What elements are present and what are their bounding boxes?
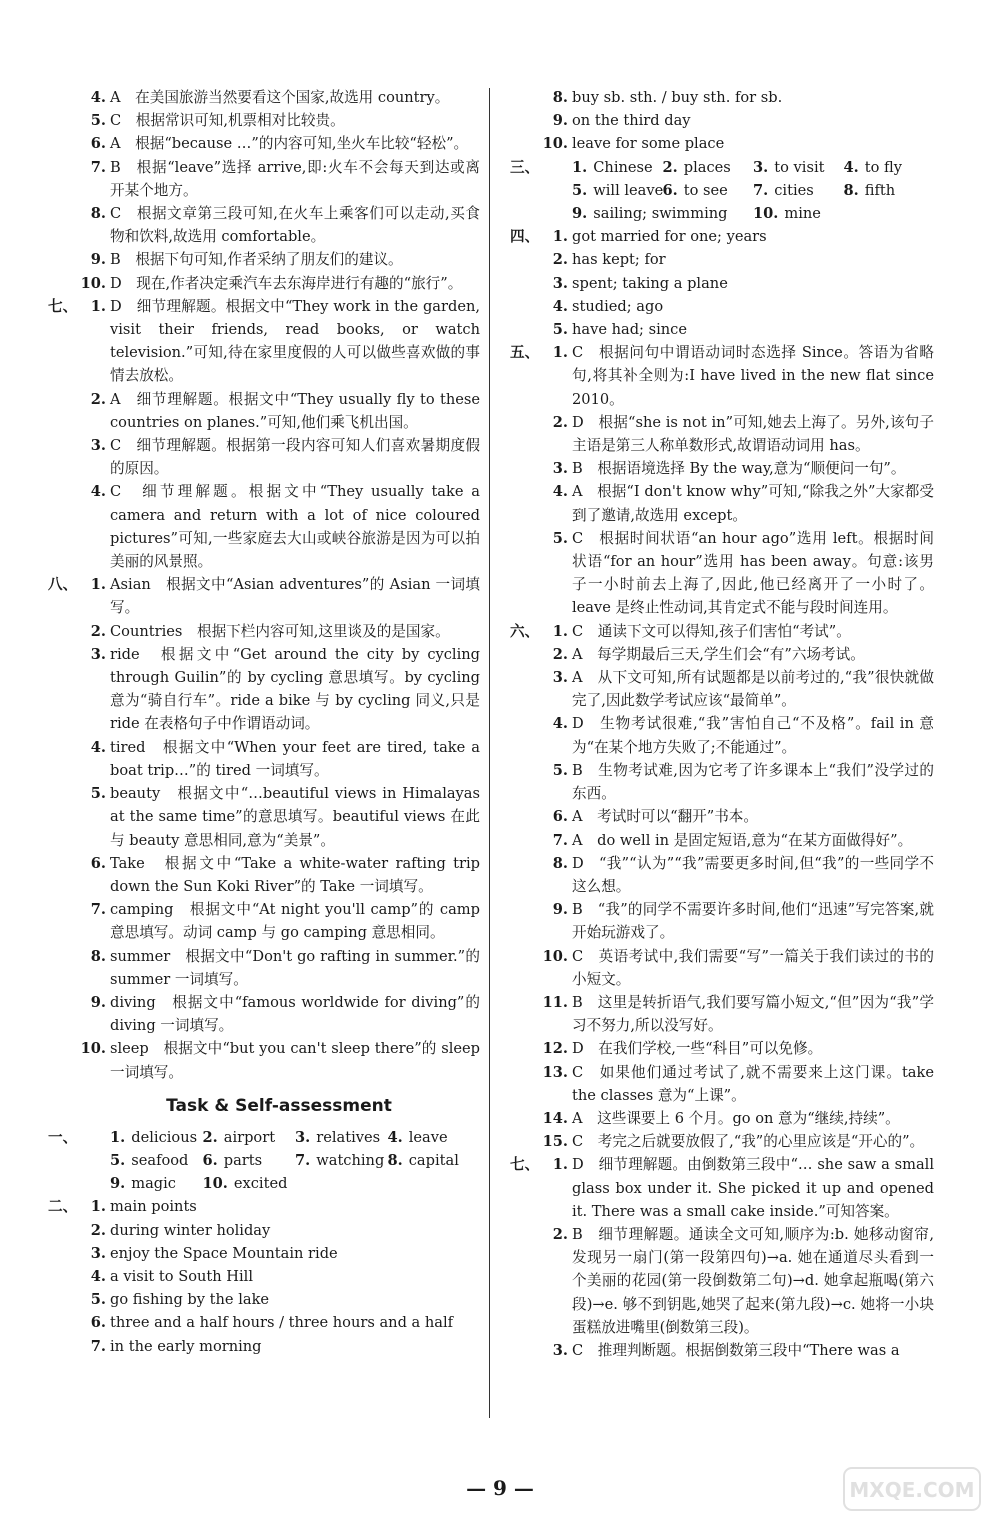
item-number: 6. (662, 181, 678, 199)
answer-row (48, 202, 480, 248)
answer-text: C 细节理解题。根据第一段内容可知人们喜欢暑期度假的原因。 (110, 437, 480, 478)
answer-row (510, 527, 934, 620)
item-number: 5. (552, 529, 568, 547)
word-answer (572, 179, 663, 202)
item-number: 8. (552, 854, 568, 872)
answer-row (48, 1242, 480, 1265)
item-number: 7. (90, 158, 106, 176)
answer-text: D 细节理解题。根据文中“They work in the garden, visit their friends, read books, or watch television.”可知,待在家里度假的人可以做些喜欢做的事情去放松。 (110, 297, 480, 385)
svg-text:MXQE.COM: MXQE.COM (849, 1478, 975, 1502)
item-number: 1. (110, 1128, 126, 1146)
word-grid (572, 156, 934, 226)
answer-text: C 细节理解题。根据文中“They usually take a camera and return with a lot of nice coloured pictures”可知,一些家庭去大山或峡谷旅游是因为可以拍美丽的风景照。 (110, 483, 480, 571)
item-number: 6. (90, 854, 106, 872)
item-number: 4. (90, 1267, 106, 1285)
answer-row (510, 1223, 934, 1339)
answer-text: got married for one; years (572, 228, 767, 246)
answer-row (510, 411, 934, 457)
section-marker: 三、 (510, 158, 540, 176)
answer-row (510, 1107, 934, 1130)
item-number: 1. (90, 297, 106, 315)
answer-row (48, 898, 480, 944)
answer-text: A 从下文可知,所有试题都是以前考过的,“我”很快就做完了,因此数学考试应该“最简单”。 (572, 669, 934, 710)
answer-row (48, 156, 480, 202)
answer-list (48, 86, 480, 1084)
item-number: 2. (552, 413, 568, 431)
answer-row (510, 898, 934, 944)
answer-word: relatives (316, 1128, 381, 1146)
item-number: 6. (90, 135, 106, 153)
answer-text: in the early morning (110, 1337, 262, 1355)
answer-row (48, 1195, 480, 1218)
item-number: 1. (552, 622, 568, 640)
item-number: 8. (843, 181, 859, 199)
item-number: 4. (843, 158, 859, 176)
answer-row (48, 1335, 480, 1358)
answer-row (510, 341, 934, 411)
word-answer (295, 1149, 388, 1172)
answer-row (48, 1288, 480, 1311)
item-number: 9. (90, 993, 106, 1011)
answer-row (48, 573, 480, 619)
section-marker: 二、 (48, 1198, 78, 1216)
answer-row (48, 86, 480, 109)
item-number: 9. (110, 1175, 126, 1193)
item-number: 6. (202, 1151, 218, 1169)
word-answer (388, 1126, 481, 1149)
answer-row (510, 1061, 934, 1107)
item-number: 2. (552, 1225, 568, 1243)
answer-text: D 在我们学校,一些“科目”可以免修。 (572, 1040, 823, 1058)
answer-word: to see (683, 181, 728, 199)
answer-text: camping 根据文中“At night you'll camp”的 camp 意思填写。动词 camp 与 go camping 意思相同。 (110, 901, 480, 942)
item-number: 3. (552, 274, 568, 292)
answer-row (510, 1339, 934, 1362)
answer-text: D “我”“认为”“我”需要更多时间,但“我”的一些同学不这么想。 (572, 854, 934, 895)
item-number: 4. (552, 483, 568, 501)
item-number: 3. (90, 1244, 106, 1262)
item-number: 2. (552, 251, 568, 269)
word-answer (110, 1126, 203, 1149)
answer-row (510, 620, 934, 643)
item-number: 9. (552, 901, 568, 919)
answer-word: Chinese (593, 158, 653, 176)
answer-row (510, 86, 934, 109)
answer-word: sailing; swimming (593, 205, 728, 223)
item-number: 5. (552, 761, 568, 779)
item-number: 1. (552, 228, 568, 246)
item-number: 8. (90, 205, 106, 223)
answer-text: main points (110, 1198, 197, 1216)
item-number: 1. (90, 1198, 106, 1216)
answer-text: B “我”的同学不需要许多时间,他们“迅速”写完答案,就开始玩游戏了。 (572, 901, 934, 942)
answer-row (48, 388, 480, 434)
answer-row (48, 132, 480, 155)
answer-text: D 细节理解题。由倒数第三段中“… she saw a small glass box under it. She picked it up and opened it. There was a small cake inside.”可知答案。 (572, 1156, 934, 1220)
answer-text: sleep 根据文中“but you can't sleep there”的 sleep 一词填写。 (110, 1040, 480, 1081)
answer-text: during winter holiday (110, 1221, 271, 1239)
answer-word: parts (223, 1151, 263, 1169)
item-number: 7. (90, 901, 106, 919)
item-number: 2. (552, 645, 568, 663)
word-answer (753, 202, 844, 225)
answer-text: B 根据“leave”选择 arrive,即:火车不会每天到达或离开某个地方。 (110, 158, 480, 199)
item-number: 10. (542, 135, 568, 153)
section-marker: 八、 (48, 576, 78, 594)
word-answer (203, 1126, 296, 1149)
section-marker: 一、 (48, 1128, 78, 1146)
answer-text: diving 根据文中“famous worldwide for diving”的 diving 一词填写。 (110, 993, 480, 1035)
answer-word: leave (408, 1128, 448, 1146)
answer-row (510, 248, 934, 271)
answer-text: A 每学期最后三天,学生们会“有”六场考试。 (572, 645, 865, 663)
answer-text: Countries 根据下栏内容可知,这里谈及的是国家。 (110, 622, 450, 640)
answer-text: summer 根据文中“Don't go rafting in summer.”的 summer 一词填写。 (110, 947, 480, 988)
answer-text: C 英语考试中,我们需要“写”一篇关于我们读过的书的小短文。 (572, 947, 934, 988)
answer-row (510, 457, 934, 480)
answer-row (48, 272, 480, 295)
answer-text: go fishing by the lake (110, 1291, 270, 1309)
answer-row (48, 643, 480, 736)
answer-row (48, 109, 480, 132)
answer-text: three and a half hours / three hours and a half (110, 1314, 454, 1332)
item-number: 6. (90, 1314, 106, 1332)
answer-word: cities (774, 181, 814, 199)
answer-text: enjoy the Space Mountain ride (110, 1244, 338, 1262)
answer-row (48, 852, 480, 898)
answer-word: to fly (864, 158, 903, 176)
item-number: 6. (552, 808, 568, 826)
answer-row (48, 620, 480, 643)
answer-text: B 这里是转折语气,我们要写篇小短文,“但”因为“我”学习不努力,所以没写好。 (572, 993, 934, 1035)
answer-text: C 推理判断题。根据倒数第三段中“There was a (572, 1341, 900, 1359)
word-answer (663, 156, 754, 179)
answer-list (510, 225, 934, 1362)
answer-text: C 根据文章第三段可知,在火车上乘客们可以走动,买食物和饮料,故选用 comfortable。 (110, 205, 480, 246)
answer-row (48, 248, 480, 271)
answer-row (510, 991, 934, 1037)
word-answer (753, 179, 844, 202)
answer-text: spent; taking a plane (572, 274, 728, 292)
answer-row (510, 1153, 934, 1223)
answer-word: to visit (774, 158, 825, 176)
item-number: 9. (90, 251, 106, 269)
item-number: 1. (552, 344, 568, 362)
answer-text: D 现在,作者决定乘汽车去东海岸进行有趣的“旅行”。 (110, 274, 463, 292)
item-number: 9. (572, 205, 588, 223)
word-answer (753, 156, 844, 179)
item-number: 7. (295, 1151, 311, 1169)
answer-text: studied; ago (572, 297, 664, 315)
item-number: 5. (110, 1151, 126, 1169)
item-number: 9. (552, 112, 568, 130)
answer-row (510, 480, 934, 526)
answer-word: seafood (131, 1151, 189, 1169)
answer-word: places (683, 158, 731, 176)
answer-text: A 根据“because …”的内容可知,坐火车比较“轻松”。 (110, 135, 469, 153)
word-answer (110, 1172, 203, 1195)
column-divider (489, 88, 490, 1418)
answer-row (48, 1311, 480, 1334)
item-number: 1. (552, 1156, 568, 1174)
item-number: 15. (542, 1133, 568, 1151)
answer-text: C 根据常识可知,机票相对比较贵。 (110, 112, 345, 130)
item-number: 8. (552, 89, 568, 106)
item-number: 3. (552, 669, 568, 687)
item-number: 2. (90, 1221, 106, 1239)
item-number: 10. (542, 947, 568, 965)
answer-text: buy sb. sth. / buy sth. for sb. (572, 89, 783, 106)
answer-row (48, 1219, 480, 1242)
item-number: 10. (753, 205, 779, 223)
answer-text: tired 根据文中“When your feet are tired, take a boat trip…”的 tired 一词填写。 (110, 738, 480, 779)
section-marker: 五、 (510, 344, 540, 362)
item-number: 3. (90, 437, 106, 455)
answer-row (510, 295, 934, 318)
answer-row (510, 759, 934, 805)
answer-text: on the third day (572, 112, 691, 130)
answer-row (48, 1037, 480, 1083)
answer-row (48, 480, 480, 573)
answer-text: ride 根据文中“Get around the city by cycling through Guilin”的 by cycling 意思填写。by cycling 意为“骑自行车”。ride a bike 与 by cycling 同义,只是 ride 在表格句子中作谓语动词。 (110, 645, 480, 733)
answer-text: D 生物考试很难,“我”害怕自己“不及格”。fail in 意为“在某个地方失败了;不能通过”。 (572, 715, 934, 756)
word-answer (663, 179, 754, 202)
section-marker: 七、 (510, 1156, 540, 1174)
answer-row (510, 666, 934, 712)
answer-text: B 细节理解题。通读全文可知,顺序为:b. 她移动窗帘,发现另一扇门(第一段第四句)→a. 她在通道尽头看到一个美丽的花园(第一段倒数第二句)→d. 她拿起瓶喝(第六段)→e. 够不到钥匙,她哭了起来(第九段)→c. 她将一小块蛋糕放进嘴里(倒数第三段)。 (572, 1225, 934, 1336)
answer-text: D 根据“she is not in”可知,她去上海了。另外,该句子主语是第三人称单数形式,故谓语动词用 has。 (572, 413, 934, 455)
item-number: 2. (202, 1128, 218, 1146)
answer-row (510, 318, 934, 341)
answer-text: have had; since (572, 321, 687, 339)
answer-text: A do well in 是固定短语,意为“在某方面做得好”。 (572, 831, 913, 849)
answer-list (510, 86, 934, 156)
item-number: 13. (542, 1063, 568, 1081)
item-number: 5. (572, 181, 588, 199)
item-number: 4. (552, 715, 568, 733)
item-number: 10. (202, 1175, 228, 1193)
item-number: 2. (662, 158, 678, 176)
item-number: 4. (90, 483, 106, 501)
answer-text: A 在美国旅游当然要看这个国家,故选用 country。 (110, 89, 450, 106)
answer-text: has kept; for (572, 251, 666, 269)
item-number: 3. (295, 1128, 311, 1146)
item-number: 7. (552, 831, 568, 849)
word-answer (295, 1126, 388, 1149)
item-number: 10. (80, 1040, 106, 1058)
answer-word: delicious (131, 1128, 198, 1146)
item-number: 4. (387, 1128, 403, 1146)
answer-text: C 考完之后就要放假了,“我”的心里应该是“开心的”。 (572, 1133, 925, 1151)
answer-row (510, 712, 934, 758)
word-answer (388, 1149, 481, 1172)
answer-row (510, 852, 934, 898)
word-answer (572, 202, 753, 225)
item-number: 8. (387, 1151, 403, 1169)
answer-text: Asian 根据文中“Asian adventures”的 Asian 一词填写。 (110, 576, 480, 617)
item-number: 8. (90, 947, 106, 965)
answer-word: airport (223, 1128, 276, 1146)
item-number: 4. (552, 297, 568, 315)
answer-row (510, 132, 934, 155)
word-grid (110, 1126, 480, 1196)
word-answer (203, 1172, 296, 1195)
answer-word: magic (131, 1175, 176, 1193)
answer-text: A 细节理解题。根据文中“They usually fly to these countries on planes.”可知,他们乘飞机出国。 (110, 390, 480, 431)
item-number: 11. (542, 993, 568, 1011)
word-answer (844, 156, 935, 179)
answer-text: C 通读下文可以得知,孩子们害怕“考试”。 (572, 622, 851, 640)
item-number: 5. (90, 1291, 106, 1309)
answer-row (510, 945, 934, 991)
answer-text: leave for some place (572, 135, 725, 153)
item-number: 1. (572, 158, 588, 176)
page-number: — 9 — (466, 1476, 534, 1500)
item-number: 5. (552, 321, 568, 339)
answer-row (48, 736, 480, 782)
item-number: 1. (90, 576, 106, 594)
watermark-logo (842, 1466, 982, 1512)
answer-word: watching (316, 1151, 385, 1169)
answer-text: B 根据语境选择 By the way,意为“顺便问一句”。 (572, 460, 906, 478)
answer-row (48, 1265, 480, 1288)
item-number: 12. (542, 1040, 568, 1058)
answer-row (48, 782, 480, 852)
item-number: 3. (552, 1341, 568, 1359)
answer-row (510, 1130, 934, 1153)
answer-word: capital (408, 1151, 459, 1169)
word-answer (844, 179, 935, 202)
word-answer (110, 1149, 203, 1172)
section-marker: 四、 (510, 228, 540, 246)
right-column (510, 86, 934, 1362)
left-column (48, 86, 480, 1358)
answer-row (510, 225, 934, 248)
word-answer (203, 1149, 296, 1172)
answer-row (510, 643, 934, 666)
answer-text: A 考试时可以“翻开”书本。 (572, 808, 758, 826)
answer-word: excited (233, 1175, 288, 1193)
word-answer (572, 156, 663, 179)
item-number: 3. (90, 645, 106, 663)
answer-text: C 如果他们通过考试了,就不需要来上这门课。take the classes 意为“上课”。 (572, 1063, 934, 1104)
answer-text: a visit to South Hill (110, 1267, 254, 1285)
item-number: 4. (90, 738, 106, 756)
answer-list (48, 1195, 480, 1357)
answer-row (510, 156, 934, 226)
answer-text: beauty 根据文中“…beautiful views in Himalayas at the same time”的意思填写。beautiful views 在此与 beauty 意思相同,意为“美景”。 (110, 785, 480, 849)
answer-text: C 根据时间状语“an hour ago”选用 left。根据时间状语“for an hour”选用 has been away。句意:该男子一小时前去上海了,因此,他已经离开了一小时了。leave 是终止性动词,其肯定式不能与段时间连用。 (572, 529, 934, 617)
answer-row (510, 109, 934, 132)
answer-word: mine (784, 205, 821, 223)
answer-word: will leave (593, 181, 664, 199)
item-number: 4. (90, 89, 106, 106)
answer-word: fifth (864, 181, 896, 199)
item-number: 14. (542, 1109, 568, 1127)
answer-row (510, 1037, 934, 1060)
item-number: 3. (552, 460, 568, 478)
section-marker: 六、 (510, 622, 540, 640)
item-number: 5. (90, 785, 106, 803)
item-number: 3. (753, 158, 769, 176)
answer-row (48, 991, 480, 1037)
answer-text: B 生物考试难,因为它考了许多课本上“我们”没学过的东西。 (572, 761, 934, 803)
answer-row (48, 1126, 480, 1196)
item-number: 10. (80, 274, 106, 292)
answer-text: A 这些课要上 6 个月。go on 意为“继续,持续”。 (572, 1109, 900, 1127)
answer-text: Take 根据文中“Take a white-water rafting trip down the Sun Koki River”的 Take 一词填写。 (110, 854, 480, 895)
section-heading: Task & Self-assessment (166, 1095, 392, 1116)
section-marker: 七、 (48, 297, 78, 315)
answer-row (48, 434, 480, 480)
answer-text: B 根据下句可知,作者采纳了朋友们的建议。 (110, 251, 403, 269)
answer-row (510, 272, 934, 295)
answer-text: A 根据“I don't know why”可知,“除我之外”大家都受到了邀请,故选用 except。 (572, 483, 934, 524)
answer-text: C 根据问句中谓语动词时态选择 Since。答语为省略句,将其补全则为:I have lived in the new flat since 2010。 (572, 344, 934, 408)
answer-row (48, 295, 480, 388)
item-number: 2. (90, 390, 106, 408)
answer-row (48, 945, 480, 991)
item-number: 7. (753, 181, 769, 199)
item-number: 7. (90, 1337, 106, 1355)
item-number: 2. (90, 622, 106, 640)
item-number: 5. (90, 112, 106, 130)
answer-row (510, 805, 934, 828)
answer-row (510, 829, 934, 852)
